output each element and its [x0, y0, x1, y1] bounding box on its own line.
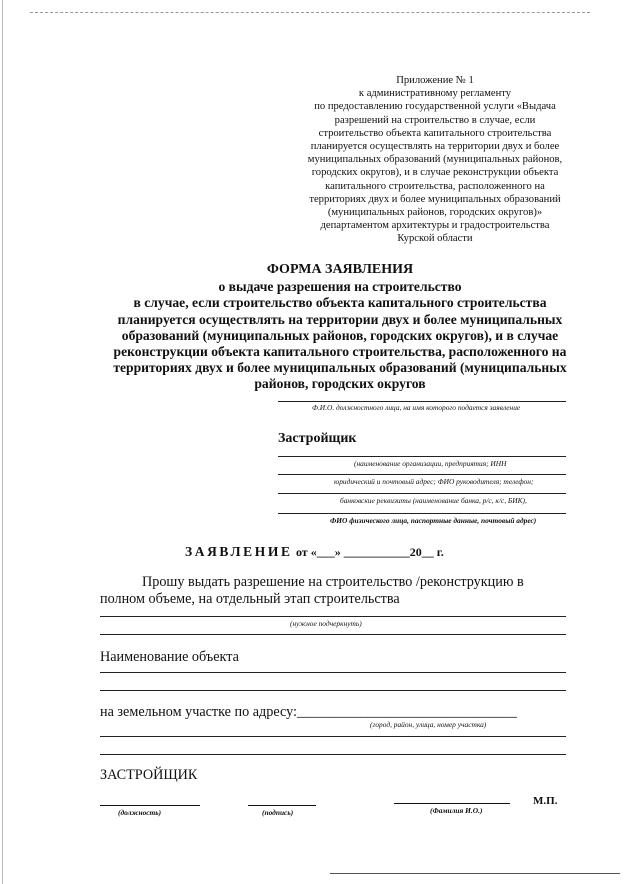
form-title: ФОРМА ЗАЯВЛЕНИЯ [266, 262, 414, 277]
form-subtitle-line: реконструкции объекта капитального строительства, расположенного на [113, 344, 567, 360]
form-subtitle-line: в случае, если строительство объекта капитального строительства [133, 295, 547, 311]
name-caption: (Фамилия И.О.) [430, 806, 483, 815]
appendix-line: разрешений на строительство в случае, если [334, 114, 536, 126]
developer-caption: юридический и почтовый адрес; ФИО руководителя; телефон; [334, 477, 534, 486]
developer-caption: банковские реквизиты (наименование банка, р/с, к/с, БИК), [340, 496, 527, 505]
position-field-line[interactable] [100, 805, 200, 806]
appendix-line: Курской области [397, 233, 473, 245]
request-caption: (нужное подчеркнуть) [290, 619, 362, 628]
appendix-line: (муниципальных районов, городских округов)» [327, 207, 543, 219]
addressee-caption: Ф.И.О. должностного лица, на имя которого подается заявление [312, 403, 521, 412]
request-line: Прошу выдать разрешение на строительство /реконструкцию в [142, 574, 524, 590]
appendix-line: департаментом архитектуры и градостроительства [320, 220, 550, 232]
form-subtitle-line: о выдаче разрешения на строительство [218, 279, 462, 295]
request-field-line[interactable] [100, 634, 566, 635]
appendix-line: строительство объекта капитального строительства [318, 127, 552, 139]
object-label: Наименование объекта [100, 649, 239, 665]
form-subtitle-line: планируется осуществлять на территории двух и более муниципальных [117, 311, 563, 327]
appendix-line: по предоставлению государственной услуги «Выдача [314, 101, 556, 113]
statement-word: ЗАЯВЛЕНИЕ [185, 544, 293, 559]
appendix-line: капитального строительства, расположенного на [325, 180, 545, 192]
appendix-line: муниципальных образований (муниципальных районов, [307, 154, 563, 166]
scan-edge-top [30, 12, 590, 13]
appendix-line: территориях двух и более муниципальных образований [309, 193, 561, 205]
developer-field-line[interactable] [278, 474, 566, 475]
appendix-line: Приложение № 1 [396, 75, 474, 86]
name-field-line[interactable] [394, 803, 510, 804]
stamp-mark: М.П. [533, 795, 558, 807]
appendix-block [270, 74, 600, 246]
land-field-line[interactable] [100, 736, 566, 737]
request-line: полном объеме, на отдельный этап строительства [100, 591, 400, 607]
appendix-line: городских округов), и в случае реконструкции объекта [311, 167, 559, 179]
appendix-line: планируется осуществлять на территории двух и более [310, 141, 560, 153]
request-field-line[interactable] [100, 616, 566, 617]
statement-heading [185, 544, 444, 560]
developer-field-line[interactable] [278, 513, 566, 514]
developer-field-line[interactable] [278, 493, 566, 494]
signature-heading: ЗАСТРОЙЩИК [100, 767, 198, 783]
developer-caption: ФИО физического лица, паспортные данные, почтовый адрес) [330, 516, 537, 525]
appendix-line: к административному регламенту [358, 88, 512, 100]
land-caption: (город, район, улица, номер участка) [370, 720, 487, 729]
form-subtitle-line: территориях двух и более муниципальных образований (муниципальных [113, 360, 567, 376]
object-field-line[interactable] [100, 690, 566, 691]
developer-caption: (наименование организации, предприятия; ИНН [354, 459, 507, 468]
form-subtitle-line: районов, городских округов [254, 376, 426, 392]
object-field-line[interactable] [100, 672, 566, 673]
position-caption: (должность) [118, 808, 162, 817]
signature-caption: (подпись) [262, 808, 294, 817]
scan-edge-bottom [330, 873, 620, 874]
form-subtitle-line: образований (муниципальных районов, городских округов), и в случае [121, 327, 559, 343]
form-title-block [80, 262, 600, 393]
land-field-line[interactable] [100, 754, 566, 755]
scan-edge-left [2, 0, 3, 884]
statement-date[interactable]: от «___» ___________20__ г. [295, 545, 444, 559]
developer-heading: Застройщик [278, 431, 357, 446]
addressee-field-line[interactable] [278, 401, 566, 402]
land-label[interactable]: на земельном участке по адресу:_______________________________ [100, 704, 517, 720]
developer-field-line[interactable] [278, 456, 566, 457]
signature-field-line[interactable] [248, 805, 316, 806]
